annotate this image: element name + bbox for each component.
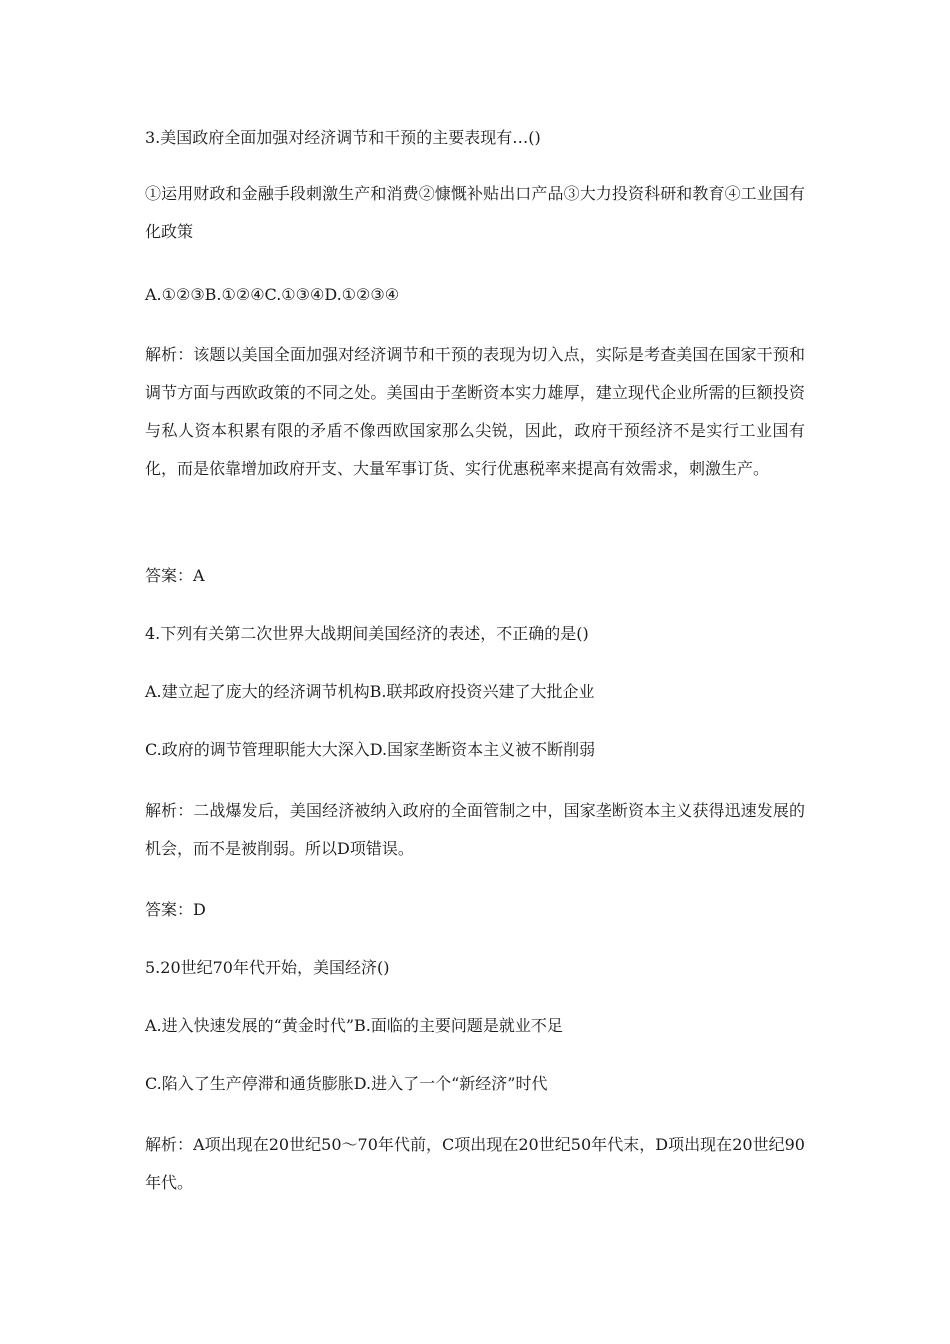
q4-question: 4.下列有关第二次世界大战期间美国经济的表述，不正确的是() xyxy=(145,624,589,643)
q4-options-ab: A.建立起了庞大的经济调节机构B.联邦政府投资兴建了大批企业 xyxy=(145,682,595,701)
q3-statements: ①运用财政和金融手段刺激生产和消费②慷慨补贴出口产品③大力投资科研和教育④工业国有化政策 xyxy=(145,184,805,241)
q3-analysis: 解析：该题以美国全面加强对经济调节和干预的表现为切入点，实际是考查美国在国家干预和调节方面与西欧政策的不同之处。美国由于垄断资本实力雄厚，建立现代企业所需的巨额投资与私人资本积累有限的矛盾不像西欧国家那么尖锐，因此，政府干预经济不是实行工业国有化，而是依靠增加政府开支、大量军事订货、实行优惠税率来提高有效需求，刺激生产。 xyxy=(145,345,805,478)
q4-options-cd: C.政府的调节管理职能大大深入D.国家垄断资本主义被不断削弱 xyxy=(145,740,596,759)
q5-analysis: 解析：A项出现在20世纪50～70年代前，C项出现在20世纪50年代末，D项出现在20世纪90年代。 xyxy=(145,1135,805,1192)
q4-analysis: 解析：二战爆发后，美国经济被纳入政府的全面管制之中，国家垄断资本主义获得迅速发展的机会，而不是被削弱。所以D项错误。 xyxy=(145,801,805,858)
q5-options-cd: C.陷入了生产停滞和通货膨胀D.进入了一个“新经济”时代 xyxy=(145,1074,548,1093)
q5-options-ab: A.进入快速发展的“黄金时代”B.面临的主要问题是就业不足 xyxy=(145,1016,563,1035)
q3-options: A.①②③B.①②④C.①③④D.①②③④ xyxy=(145,285,400,304)
q4-answer: 答案：D xyxy=(145,900,206,919)
q3-question: 3.美国政府全面加强对经济调节和干预的主要表现有…() xyxy=(145,128,541,147)
q3-answer: 答案：A xyxy=(145,566,205,585)
q5-question: 5.20世纪70年代开始，美国经济() xyxy=(145,958,390,977)
